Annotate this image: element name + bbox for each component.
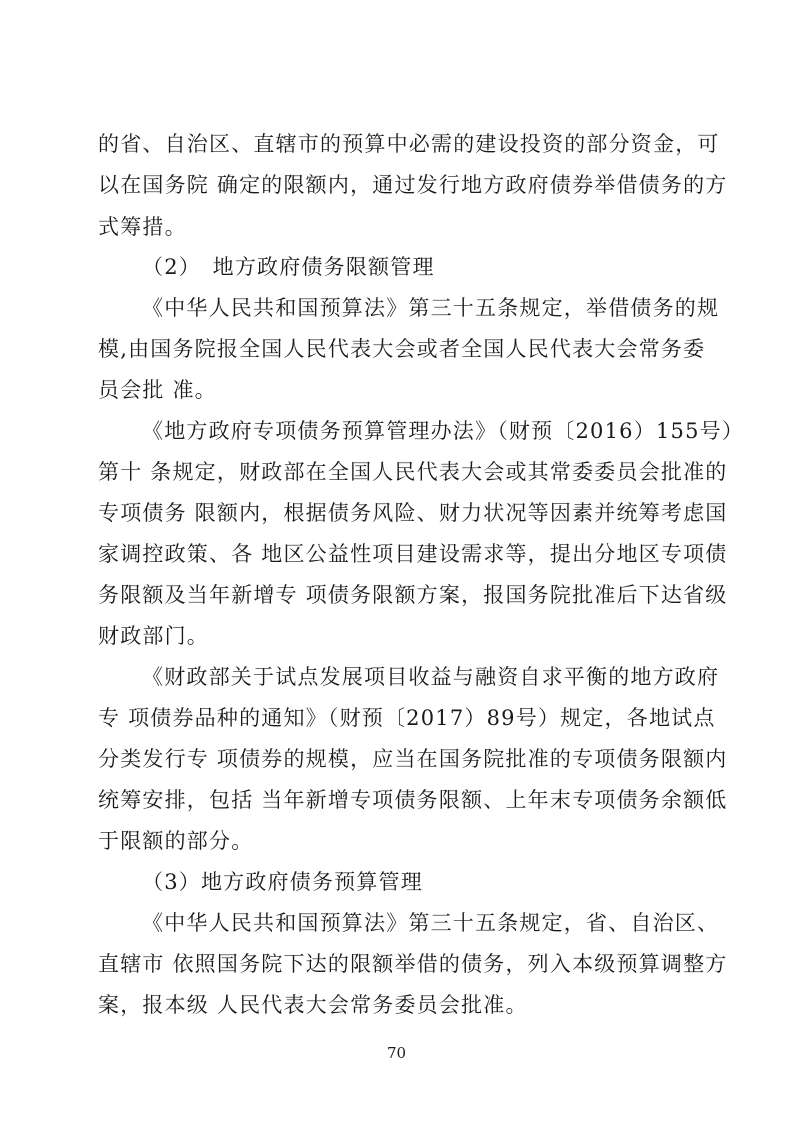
page-number: 70 [386, 1044, 407, 1062]
paragraph-line: 务限额及当年新增专 项债务限额方案，报国务院批准后下达省级 [98, 583, 728, 607]
paragraph-line: 《财政部关于试点发展项目收益与融资自求平衡的地方政府 [142, 665, 720, 689]
paragraph-line: 的省、自治区、直辖市的预算中必需的建设投资的部分资金，可 [98, 132, 720, 156]
paragraph-line: 于限额的部分。 [98, 829, 254, 853]
paragraph-line: 财政部门。 [98, 624, 209, 648]
paragraph-line: 专 项债券品种的通知》（财预〔2017）89号）规定，各地试点 [98, 706, 716, 730]
paragraph-line: 《中华人民共和国预算法》第三十五条规定，省、自治区、 [142, 911, 720, 935]
paragraph-line: 直辖市 依照国务院下达的限额举借的债务，列入本级预算调整方 [98, 952, 728, 976]
paragraph-line: 以在国务院 确定的限额内，通过发行地方政府债券举借债务的方 [98, 173, 728, 197]
section-heading: （2） 地方政府债务限额管理 [142, 255, 435, 279]
paragraph-line: 专项债务 限额内，根据债务风险、财力状况等因素并统筹考虑国 [98, 501, 728, 525]
section-heading: （3）地方政府债务预算管理 [142, 870, 423, 894]
paragraph-line: 《地方政府专项债务预算管理办法》（财预〔2016）155号） [142, 419, 745, 443]
paragraph-line: 家调控政策、各 地区公益性项目建设需求等，提出分地区专项债 [98, 542, 728, 566]
paragraph-line: 模,由国务院报全国人民代表大会或者全国人民代表大会常务委 [98, 337, 706, 361]
paragraph-line: 统筹安排，包括 当年新增专项债务限额、上年末专项债务余额低 [98, 788, 728, 812]
paragraph-line: 员会批 准。 [98, 378, 217, 402]
paragraph-line: 分类发行专 项债券的规模，应当在国务院批准的专项债务限额内 [98, 747, 728, 771]
paragraph-line: 《中华人民共和国预算法》第三十五条规定，举借债务的规 [142, 296, 720, 320]
paragraph-line: 式筹措。 [98, 215, 187, 239]
paragraph-line: 案，报本级 人民代表大会常务委员会批准。 [98, 993, 528, 1017]
paragraph-line: 第十 条规定，财政部在全国人民代表大会或其常委委员会批准的 [98, 460, 728, 484]
